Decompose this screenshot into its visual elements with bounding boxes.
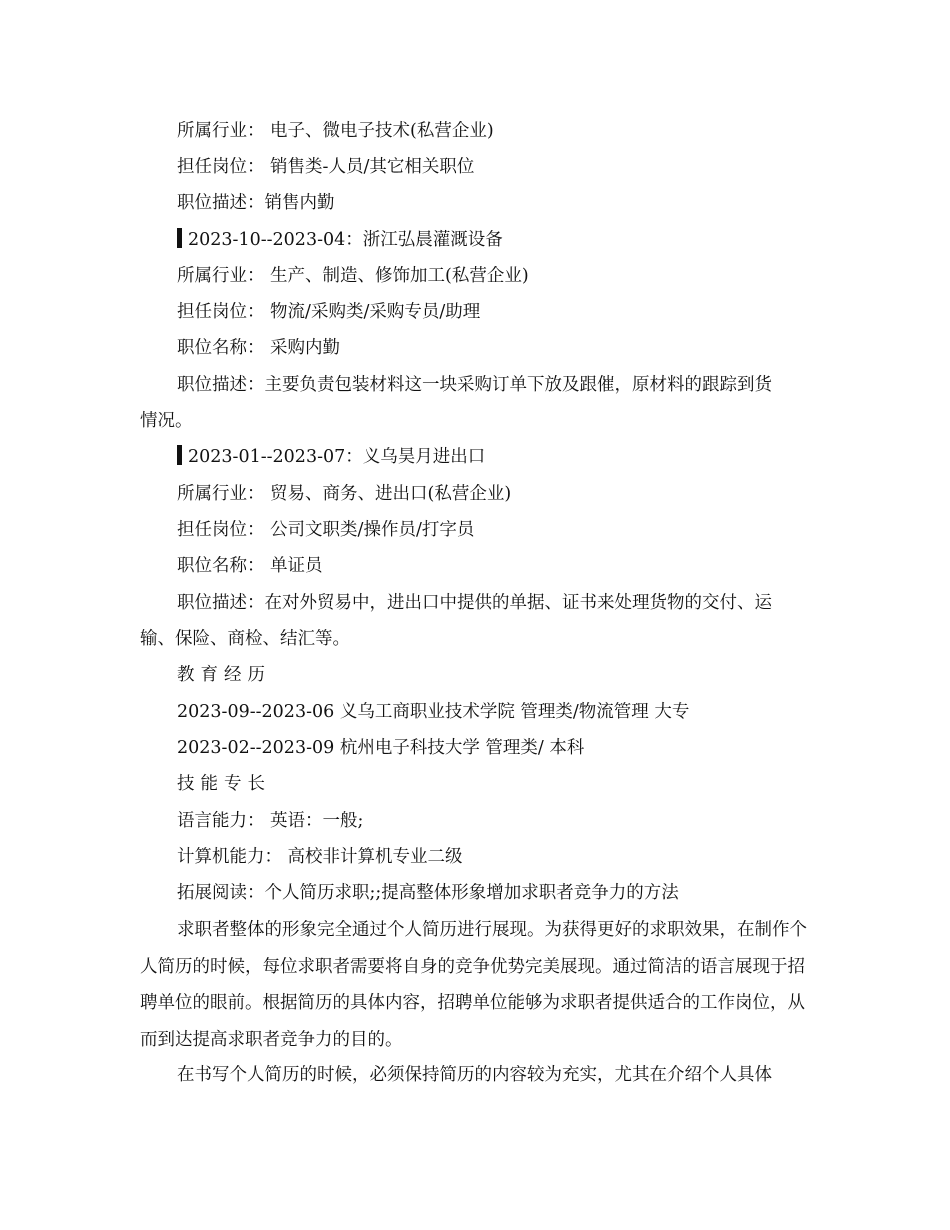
skills-language: 语言能力： 英语：一般; <box>177 811 364 831</box>
job2-description: 职位描述：主要负责包装材料这一块采购订单下放及跟催，原材料的跟踪到货 <box>177 375 772 395</box>
job1-description: 职位描述：销售内勤 <box>177 193 335 213</box>
job1-industry: 所属行业： 电子、微电子技术(私营企业) <box>177 121 494 141</box>
job2-position: 担任岗位： 物流/采购类/采购专员/助理 <box>177 302 481 322</box>
extended-reading-label: 拓展阅读：个人简历求职;;提高整体形象增加求职者竞争力的方法 <box>177 883 679 903</box>
job3-industry: 所属行业： 贸易、商务、进出口(私营企业) <box>177 484 512 504</box>
extended-paragraph: 在书写个人简历的时候，必须保持简历的内容较为充实，尤其在介绍个人具体 <box>177 1065 772 1085</box>
job3-description: 职位描述：在对外贸易中，进出口中提供的单据、证书来处理货物的交付、运 <box>177 593 772 613</box>
section-bar-icon <box>177 228 182 248</box>
job2-description-cont: 情况。 <box>140 411 193 431</box>
education-item: 2023-02--2023-09 杭州电子科技大学 管理类/ 本科 <box>177 738 585 758</box>
extended-paragraph: 求职者整体的形象完全通过个人简历进行展现。为获得更好的求职效果，在制作个人简历的时候，每位求职者需要将自身的竞争优势完美展现。通过简洁的语言展现于招聘单位的眼前。根据简历的具体内容，招聘单位能够为求职者提供适合的工作岗位，从而到达提高求职者竞争力的目的。 <box>140 920 807 1050</box>
education-item: 2023-09--2023-06 义乌工商职业技术学院 管理类/物流管理 大专 <box>177 702 690 722</box>
education-heading: 教育经历 <box>177 665 271 685</box>
job3-position: 担任岗位： 公司文职类/操作员/打字员 <box>177 520 475 540</box>
job2-title: 职位名称： 采购内勤 <box>177 338 341 358</box>
job3-title: 职位名称： 单证员 <box>177 556 323 576</box>
skills-computer: 计算机能力： 高校非计算机专业二级 <box>177 847 463 867</box>
job2-industry: 所属行业： 生产、制造、修饰加工(私营企业) <box>177 266 529 286</box>
section-bar-icon <box>177 445 182 465</box>
job3-heading: 2023-01--2023-07：义乌昊月进出口 <box>177 444 485 470</box>
job2-heading: 2023-10--2023-04：浙江弘晨灌溉设备 <box>177 227 503 253</box>
job3-description-cont: 输、保险、商检、结汇等。 <box>140 629 350 649</box>
skills-heading: 技能专长 <box>177 774 271 794</box>
job1-position: 担任岗位： 销售类-人员/其它相关职位 <box>177 157 475 177</box>
